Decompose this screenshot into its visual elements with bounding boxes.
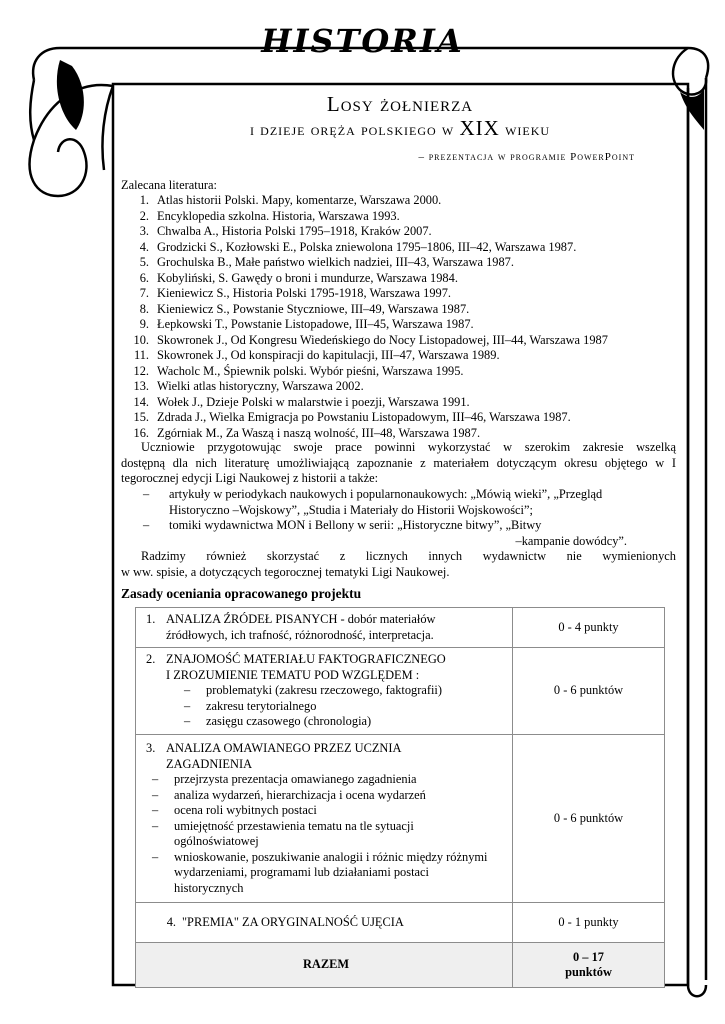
points-cell: 0 - 6 punktów (513, 648, 665, 735)
doc-subtitle: – prezentacja w programie PowerPoint (418, 151, 635, 163)
list-item: 4. Grodzicki S., Kozłowski E., Polska zniewolona 1795–1806, III–42, Warszawa 1987. (139, 239, 577, 254)
list-item: 8. Kieniewicz S., Powstanie Styczniowe, III–49, Warszawa 1987. (139, 301, 470, 316)
list-item: – umiejętność przestawienia tematu na tle sytuacji ogólnoświatowej (152, 819, 506, 850)
list-item: – przejrzysta prezentacja omawianego zagadnienia (152, 772, 506, 788)
points-cell: 0 - 1 punkty (513, 903, 665, 943)
list-item: 9. Łepkowski T., Powstanie Listopadowe, III–45, Warszawa 1987. (139, 317, 474, 331)
list-item: – wnioskowanie, poszukiwanie analogii i różnic między różnymi wydarzeniami, programami lub działaniami postaci historycznych (152, 850, 506, 897)
literature-heading: Zalecana literatura: (121, 178, 217, 192)
table-row-total (136, 943, 665, 988)
table-row (136, 648, 665, 735)
table-row (136, 735, 665, 903)
list-item: 15. Zdrada J., Wielka Emigracja po Powstaniu Listopadowym, III–46, Warszawa 1987. (133, 410, 571, 424)
document-page (113, 84, 687, 984)
list-item: 16. Zgórniak M., Za Waszą i naszą wolność, III–48, Warszawa 1987. (133, 425, 481, 440)
paragraph-2: Radzimy również skorzystać z licznych innych wydawnictw nie wymienionych w ww. spisie, a dotyczących tegorocznej tematyki Ligi Naukowej. (121, 549, 676, 579)
table-row (136, 903, 665, 943)
list-item: 2. Encyklopedia szkolna. Historia, Warszawa 1993. (139, 208, 400, 223)
doc-title-line1: Losy żołnierza (326, 92, 474, 116)
list-item: 5. Grochulska B., Małe państwo wielkich nadziei, III–43, Warszawa 1987. (139, 255, 514, 269)
list-item: 10. Skowronek J., Od Kongresu Wiedeńskiego do Nocy Listopadowej, III–44, Warszawa 1987 (133, 332, 608, 347)
list-item: – zakresu terytorialnego (184, 699, 506, 715)
paragraph-1: Uczniowie przygotowując swoje prace powinni wykorzystać w szerokim zakresie wszelką dostępną dla nich literaturę umożliwiającą zapoznanie z materiałem dotyczącym okresu objętego w I tegorocznej edycji Ligi Naukowej z historii a także: (121, 440, 676, 485)
criterion-cell: 1. ANALIZA ŹRÓDEŁ PISANYCH - dobór materiałów źródłowych, ich trafność, różnorodność, interpretacja. (136, 608, 513, 648)
literature-list (121, 193, 681, 441)
header-title: HISTORIA (261, 22, 464, 60)
points-cell: 0 - 6 punktów (513, 735, 665, 903)
grading-heading: Zasady oceniania opracowanego projektu (121, 586, 362, 601)
list-item: – tomiki wydawnictwa MON i Bellony w serii: „Historyczne bitwy”, „Bitwy –kampanie dowódcy”. (143, 518, 673, 549)
criterion-cell: 2. ZNAJOMOŚĆ MATERIAŁU FAKTOGRAFICZNEGO I ZROZUMIENIE TEMATU POD WZGLĘDEM : – problematyki (zakresu rzeczowego, faktografii) – zakresu terytorialnego – zasięgu czasowego (chronologia) (136, 648, 513, 735)
total-label: RAZEM (136, 943, 513, 988)
list-item: 1. Atlas historii Polski. Mapy, komentarze, Warszawa 2000. (139, 193, 442, 207)
grading-table (135, 607, 665, 988)
total-points: 0 – 17 punktów (513, 943, 665, 988)
table-row (136, 608, 665, 648)
list-item: – analiza wydarzeń, hierarchizacja i ocena wydarzeń (152, 788, 506, 804)
list-item: 12. Wacholc M., Śpiewnik polski. Wybór pieśni, Warszawa 1995. (133, 363, 464, 378)
criterion-sublist (146, 683, 506, 730)
list-item: 3. Chwalba A., Historia Polski 1795–1918, Kraków 2007. (139, 224, 432, 238)
list-item: 6. Kobyliński, S. Gawędy o broni i mundurze, Warszawa 1984. (139, 270, 458, 285)
criterion-cell: 3. ANALIZA OMAWIANEGO PRZEZ UCZNIA ZAGADNIENIA – przejrzysta prezentacja omawianego zagadnienia – analiza wydarzeń, hierarchizacja i ocena wydarzeń – ocena roli wybitnych postaci – umiejętność przestawienia tematu na tle sytuacji ogólnoświatowej – wnioskowanie, poszukiwanie analogii i różnic między różnymi wydarzeniami, programami lub działaniami postaci historycznych (136, 735, 513, 903)
list-item: 11. Skowronek J., Od konspiracji do kapitulacji, III–47, Warszawa 1989. (133, 348, 500, 362)
list-item: – ocena roli wybitnych postaci (152, 803, 506, 819)
doc-title-line2: i dzieje oręża polskiego w XIX wieku (249, 116, 551, 140)
criterion-cell: 4. "PREMIA" ZA ORYGINALNOŚĆ UJĘCIA (136, 903, 513, 943)
points-cell: 0 - 4 punkty (513, 608, 665, 648)
list-item: – zasięgu czasowego (chronologia) (184, 714, 506, 730)
list-item: – artykuły w periodykach naukowych i popularnonaukowych: „Mówią wieki”, „Przegląd Historyczno –Wojskowy”, „Studia i Materiały do Historii Wojskowości”; (143, 487, 673, 518)
list-item: 7. Kieniewicz S., Historia Polski 1795-1918, Warszawa 1997. (139, 286, 452, 300)
list-item: 14. Wołek J., Dzieje Polski w malarstwie i poezji, Warszawa 1991. (133, 394, 470, 409)
criterion-sublist (146, 772, 506, 896)
list-item: 13. Wielki atlas historyczny, Warszawa 2002. (133, 379, 364, 393)
bullet-list (143, 487, 673, 549)
list-item: – problematyki (zakresu rzeczowego, faktografii) (184, 683, 506, 699)
